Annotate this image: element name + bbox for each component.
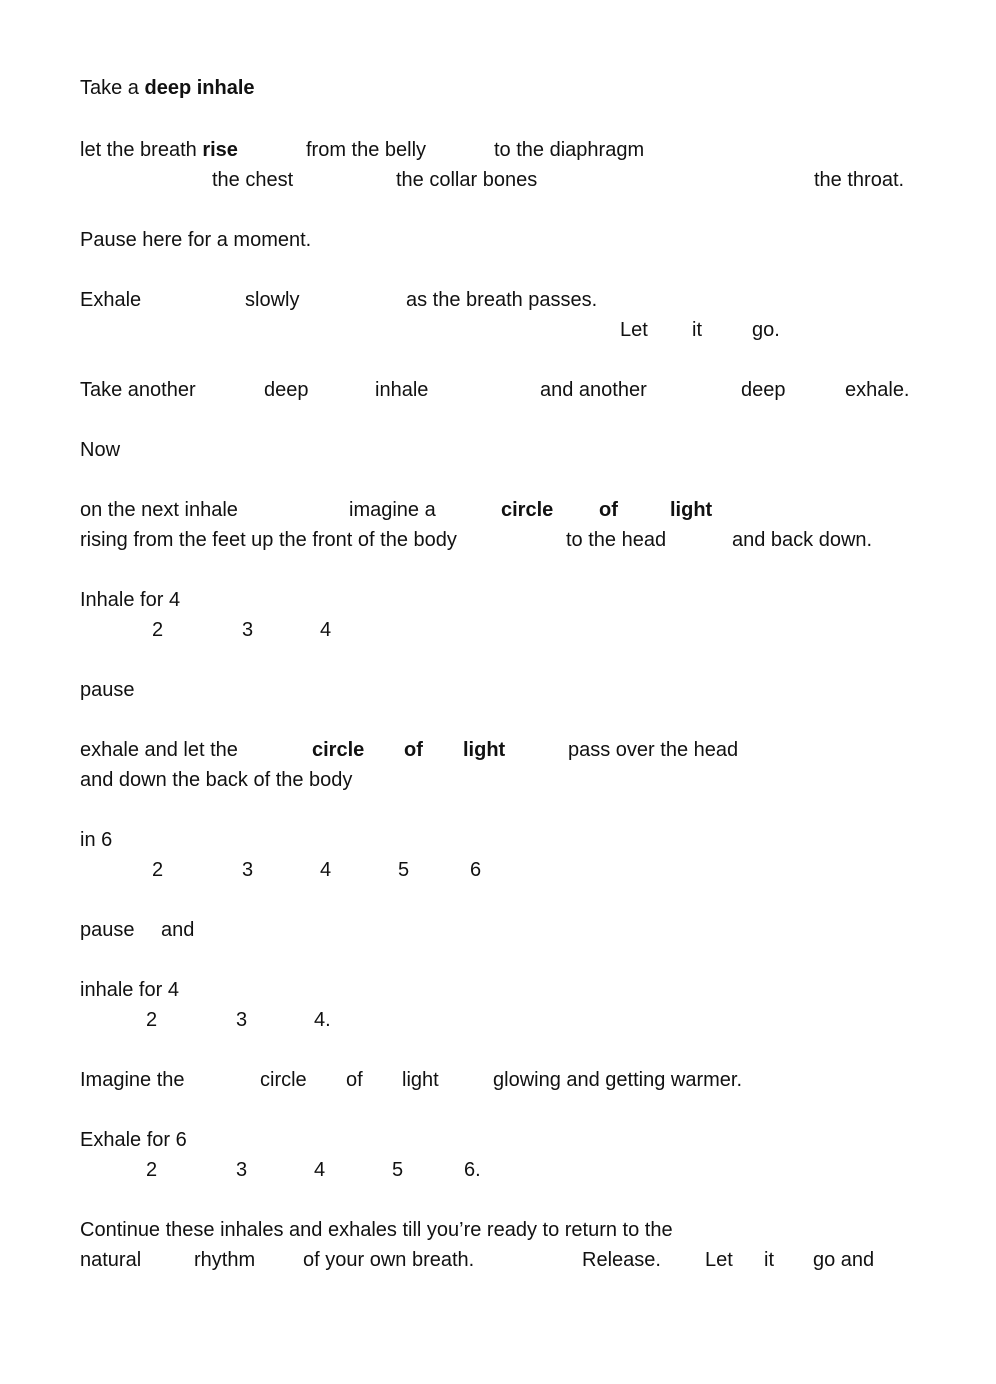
poem-line [80, 1070, 185, 1090]
poem-text: 3 [242, 859, 254, 881]
poem-text: Pause here for a moment. [80, 229, 312, 251]
poem-text: Exhale for 6 [80, 1129, 187, 1151]
poem-line [320, 620, 331, 640]
poem-text: let the breath [80, 139, 203, 161]
poem-line [80, 980, 179, 1000]
poem-text: Imagine the [80, 1069, 185, 1091]
poem-text: 6 [470, 859, 482, 881]
poem-text: to the diaphragm [494, 139, 645, 161]
poem-text: on the next inhale [80, 499, 238, 521]
poem-text: 5 [398, 859, 410, 881]
poem-text: 2 [146, 1159, 158, 1181]
poem-line [80, 1130, 187, 1150]
poem-text: 4 [320, 619, 332, 641]
poem-text: 6. [464, 1159, 481, 1181]
poem-line [264, 380, 309, 400]
poem-line [146, 1160, 157, 1180]
poem-text-bold: rise [202, 139, 238, 161]
poem-text: and back down. [732, 529, 873, 551]
poem-text: and [161, 919, 195, 941]
poem-line [242, 620, 253, 640]
poem-line [80, 140, 238, 160]
poem-line [568, 740, 738, 760]
poem-text: from the belly [306, 139, 427, 161]
poem-text: glowing and getting warmer. [493, 1069, 743, 1091]
poem-text: to the head [566, 529, 667, 551]
poem-text: it [764, 1249, 774, 1271]
poem-text-bold: circle [501, 499, 554, 521]
poem-text: 5 [392, 1159, 404, 1181]
poem-line [582, 1250, 661, 1270]
poem-line [320, 860, 331, 880]
poem-text: slowly [245, 289, 300, 311]
poem-line [741, 380, 786, 400]
poem-line [80, 1250, 141, 1270]
poem-line [212, 170, 293, 190]
poem-line [463, 740, 505, 760]
poem-line [314, 1160, 325, 1180]
poem-line [396, 170, 537, 190]
poem-line [314, 1010, 331, 1030]
poem-text: go and [813, 1249, 875, 1271]
poem-line [470, 860, 481, 880]
poem-line [80, 830, 112, 850]
poem-line [80, 530, 457, 550]
poem-text: Exhale [80, 289, 142, 311]
poem-text: pass over the head [568, 739, 739, 761]
poem-line [494, 140, 644, 160]
poem-text: 4 [314, 1159, 326, 1181]
poem-line [303, 1250, 474, 1270]
poem-text: Let [705, 1249, 733, 1271]
poem-line [346, 1070, 363, 1090]
poem-line [493, 1070, 742, 1090]
poem-line [146, 1010, 157, 1030]
poem-line [705, 1250, 733, 1270]
poem-line [152, 860, 163, 880]
poem-text: deep [741, 379, 786, 401]
poem-text-bold: deep inhale [144, 77, 255, 99]
poem-text: Let [620, 319, 648, 341]
poem-line [80, 380, 196, 400]
poem-line [670, 500, 712, 520]
poem-text-bold: light [670, 499, 713, 521]
poem-text: Inhale for 4 [80, 589, 181, 611]
poem-text: 2 [152, 859, 164, 881]
poem-text: Release. [582, 1249, 661, 1271]
poem-line [814, 170, 904, 190]
poem-line [404, 740, 423, 760]
poem-text: rising from the feet up the front of the body [80, 529, 457, 551]
poem-text: Now [80, 439, 121, 461]
poem-text-bold: of [404, 739, 423, 761]
poem-text: 3 [236, 1009, 248, 1031]
poem-text: and another [540, 379, 647, 401]
poem-text: light [402, 1069, 439, 1091]
poem-line [80, 1220, 673, 1240]
poem-line [242, 860, 253, 880]
poem-text: rhythm [194, 1249, 256, 1271]
poem-line [80, 78, 255, 98]
poem-text: the chest [212, 169, 294, 191]
poem-text-bold: circle [312, 739, 365, 761]
poem-line [392, 1160, 403, 1180]
poem-line [80, 290, 141, 310]
poem-text: of [346, 1069, 363, 1091]
poem-text: inhale for 4 [80, 979, 179, 1001]
poem-line [566, 530, 666, 550]
poem-text: 3 [236, 1159, 248, 1181]
poem-text: natural [80, 1249, 142, 1271]
poem-line [80, 680, 135, 700]
poem-line [845, 380, 910, 400]
poem-text: the throat. [814, 169, 905, 191]
poem-text: pause [80, 679, 135, 701]
poem-line [406, 290, 597, 310]
poem-text: circle [260, 1069, 307, 1091]
poem-text: exhale and let the [80, 739, 238, 761]
poem-text: and down the back of the body [80, 769, 353, 791]
poem-text: 2 [146, 1009, 158, 1031]
poem-line [398, 860, 409, 880]
poem-text: 4. [314, 1009, 331, 1031]
poem-text: 4 [320, 859, 332, 881]
poem-text: exhale. [845, 379, 910, 401]
poem-line [732, 530, 872, 550]
poem-line [312, 740, 364, 760]
poem-text-bold: of [599, 499, 618, 521]
poem-line [236, 1160, 247, 1180]
poem-line [80, 770, 352, 790]
poem-text: as the breath passes. [406, 289, 598, 311]
poem-line [620, 320, 648, 340]
poem-line [692, 320, 702, 340]
poem-line [349, 500, 436, 520]
poem-line [813, 1250, 874, 1270]
poem-text: Take another [80, 379, 196, 401]
poem-line [245, 290, 299, 310]
poem-line [752, 320, 780, 340]
poem-text: imagine a [349, 499, 436, 521]
poem-line [599, 500, 618, 520]
poem-line [161, 920, 194, 940]
poem-line [80, 590, 180, 610]
poem-line [764, 1250, 774, 1270]
poem-text: the collar bones [396, 169, 538, 191]
poem-text: inhale [375, 379, 429, 401]
poem-line [402, 1070, 439, 1090]
poem-line [306, 140, 426, 160]
poem-line [464, 1160, 481, 1180]
poem-line [194, 1250, 255, 1270]
poem-text: Take a [80, 77, 145, 99]
poem-line [501, 500, 553, 520]
poem-line [80, 740, 238, 760]
poem-text: Continue these inhales and exhales till you’re ready to return to the [80, 1219, 673, 1241]
poem-line [540, 380, 647, 400]
poem-line [80, 230, 311, 250]
poem-text: deep [264, 379, 309, 401]
poem-line [152, 620, 163, 640]
poem-line [80, 500, 238, 520]
poem-text-bold: light [463, 739, 506, 761]
poem-line [260, 1070, 307, 1090]
poem-line [80, 920, 135, 940]
poem-text: of your own breath. [303, 1249, 475, 1271]
poem-text: go. [752, 319, 780, 341]
poem-line [236, 1010, 247, 1030]
poem-text: 3 [242, 619, 254, 641]
poem-text: in 6 [80, 829, 113, 851]
poem-text: 2 [152, 619, 164, 641]
poem-line [80, 440, 120, 460]
poem-text: it [692, 319, 702, 341]
poem-line [375, 380, 428, 400]
poem-text: pause [80, 919, 135, 941]
